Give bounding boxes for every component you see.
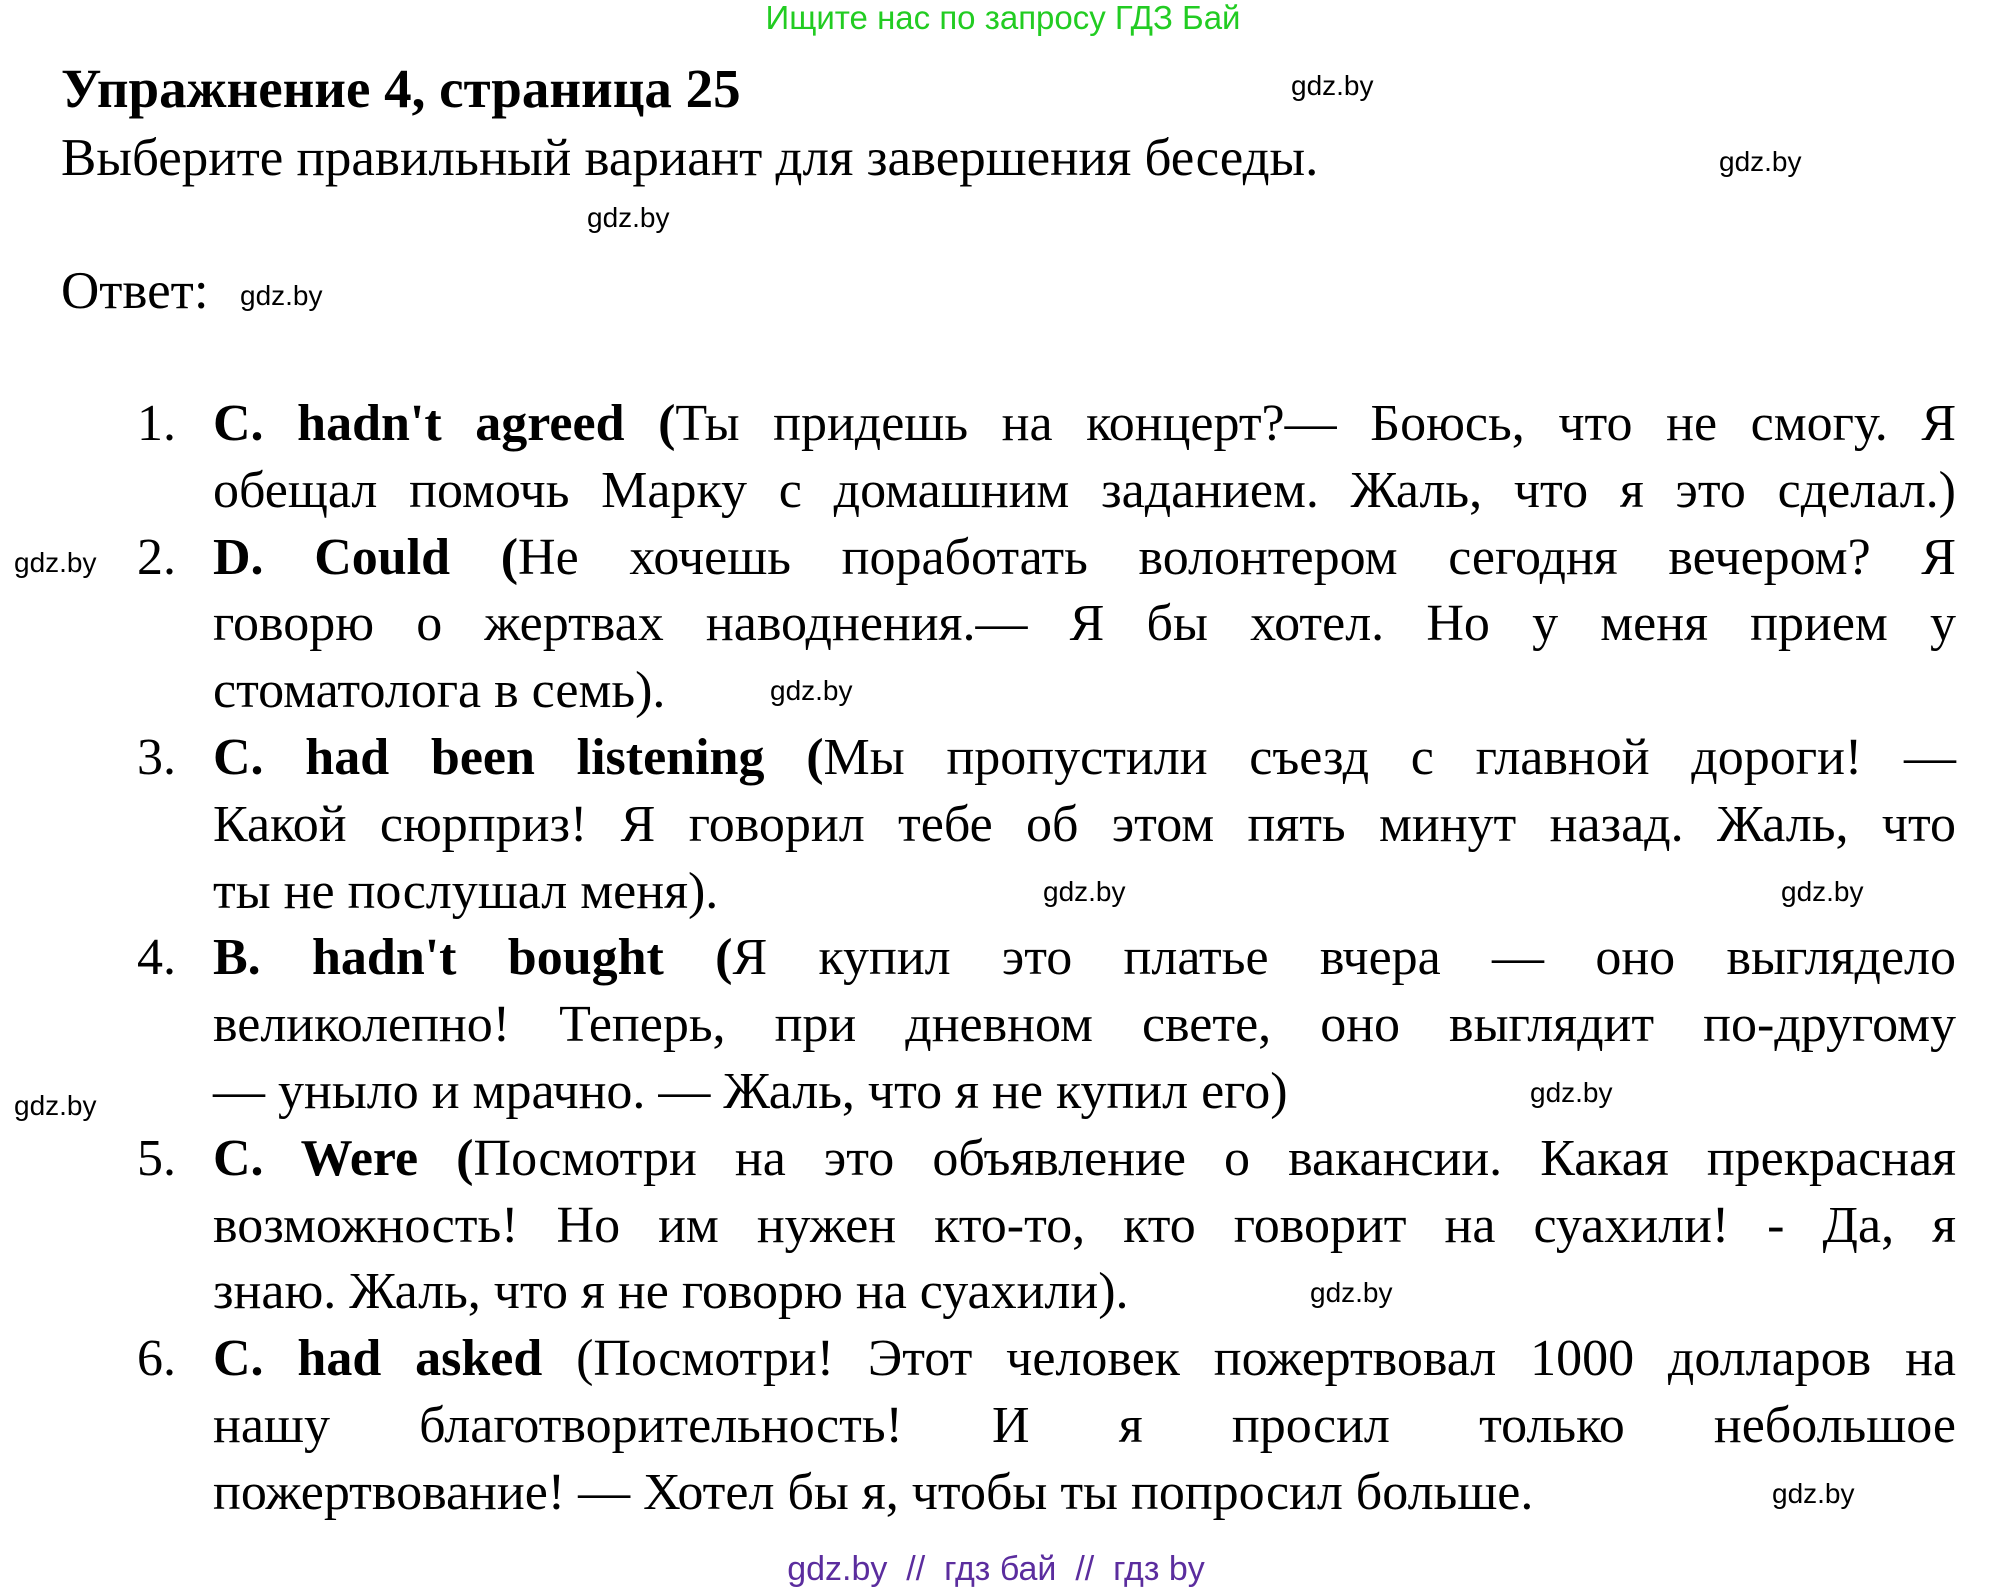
- answer-item: [137, 1326, 1956, 1526]
- translation-text: ты не послушал меня).: [213, 862, 719, 920]
- item-line: [213, 1460, 1956, 1527]
- watermark: gdz.by: [587, 202, 670, 233]
- answer-item: [137, 525, 1956, 725]
- watermark: gdz.by: [1781, 876, 1864, 907]
- item-number: 3.: [137, 728, 176, 786]
- item-line: [213, 1326, 1956, 1393]
- item-line: [213, 925, 1956, 992]
- translation-text: Ты придешь на концерт?— Боюсь, что не смогу. Я: [675, 395, 1956, 452]
- answer-item: [137, 391, 1956, 525]
- footer-links: gdz.by // гдз бай // гдз by: [787, 1550, 1205, 1588]
- instruction: Выберите правильный вариант для завершения беседы.: [61, 129, 1319, 187]
- translation-text: знаю. Жаль, что я не говорю на суахили).: [213, 1263, 1129, 1321]
- item-line: [213, 725, 1956, 792]
- answer-choice: D. Could (: [213, 528, 519, 586]
- item-line: [213, 458, 1956, 525]
- page-title: Упражнение 4, страница 25: [61, 58, 741, 119]
- translation-text: Мы пропустили съезд с главной дороги! —: [823, 728, 1956, 786]
- watermark: gdz.by: [1310, 1277, 1393, 1308]
- answer-item: [137, 1126, 1956, 1326]
- item-number: 1.: [137, 395, 176, 452]
- answer-item: [137, 925, 1956, 1125]
- answer-list: [137, 391, 1956, 1527]
- watermark: gdz.by: [240, 280, 323, 311]
- item-line: [213, 591, 1956, 658]
- answer-label: Ответ:: [61, 262, 209, 320]
- answer-choice: B. hadn't bought (: [213, 929, 733, 987]
- translation-text: возможность! Но им нужен кто-то, кто говорит на суахили! - Да, я: [213, 1196, 1956, 1254]
- translation-text: Посмотри на это объявление о вакансии. Какая прекрасная: [473, 1129, 1956, 1187]
- translation-text: — уныло и мрачно. — Жаль, что я не купил его): [213, 1062, 1288, 1120]
- item-number: 5.: [137, 1129, 176, 1187]
- item-line: [213, 391, 1956, 458]
- item-number: 2.: [137, 528, 176, 586]
- item-line: [213, 1393, 1956, 1460]
- top-banner: Ищите нас по запросу ГДЗ Бай: [765, 0, 1241, 36]
- watermark: gdz.by: [1772, 1478, 1855, 1509]
- item-line: [213, 992, 1956, 1059]
- watermark: gdz.by: [1291, 70, 1374, 101]
- translation-text: говорю о жертвах наводнения.— Я бы хотел. Но у меня прием у: [213, 595, 1956, 653]
- answer-choice: C. Were (: [213, 1129, 474, 1187]
- item-number: 4.: [137, 929, 176, 987]
- item-line: [213, 1126, 1956, 1193]
- item-line: [213, 792, 1956, 859]
- watermark: gdz.by: [14, 547, 97, 578]
- item-line: [213, 1059, 1956, 1126]
- translation-text: пожертвование! — Хотел бы я, чтобы ты попросил больше.: [213, 1463, 1534, 1521]
- translation-text: великолепно! Теперь, при дневном свете, оно выглядит по-другому: [213, 996, 1956, 1054]
- item-line: [213, 525, 1956, 592]
- answer-choice: C. had asked: [213, 1330, 543, 1388]
- translation-text: стоматолога в семь).: [213, 662, 666, 720]
- watermark: gdz.by: [1530, 1077, 1613, 1108]
- watermark: gdz.by: [770, 675, 853, 706]
- translation-text: обещал помочь Марку с домашним заданием. Жаль, что я это сделал.): [213, 461, 1956, 519]
- answer-choice: C. hadn't agreed (: [213, 395, 676, 452]
- item-line: [213, 658, 1956, 725]
- answer-choice: C. had been listening (: [213, 728, 824, 786]
- translation-text: Я купил это платье вчера — оно выглядело: [732, 929, 1956, 987]
- watermark: gdz.by: [1719, 146, 1802, 177]
- watermark: gdz.by: [14, 1090, 97, 1121]
- translation-text: (Посмотри! Этот человек пожертвовал 1000 долларов на: [542, 1330, 1956, 1388]
- watermark: gdz.by: [1043, 876, 1126, 907]
- item-line: [213, 1259, 1956, 1326]
- translation-text: нашу благотворительность! И я просил только небольшое: [213, 1396, 1956, 1454]
- translation-text: Не хочешь поработать волонтером сегодня вечером? Я: [518, 528, 1956, 586]
- item-number: 6.: [137, 1330, 176, 1388]
- translation-text: Какой сюрприз! Я говорил тебе об этом пять минут назад. Жаль, что: [213, 795, 1956, 853]
- item-line: [213, 1193, 1956, 1260]
